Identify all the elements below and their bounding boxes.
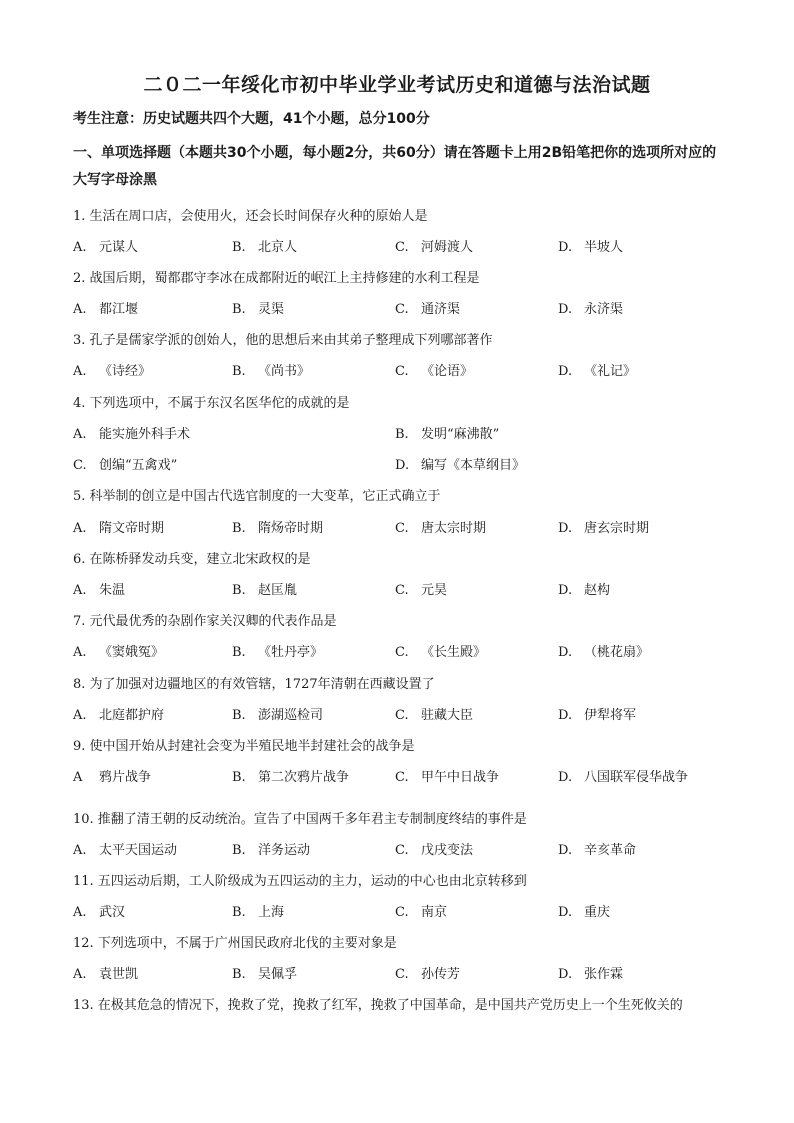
option-d: D. 半坡人 — [558, 240, 624, 255]
option-c: C. 戊戌变法 — [395, 843, 474, 858]
option-d: D. 永济渠 — [558, 302, 624, 317]
option-c: C. 《长生殿》 — [395, 645, 487, 660]
option-a: A. 都江堰 — [73, 302, 139, 317]
option-d: D. 唐玄宗时期 — [558, 521, 650, 536]
options-11 — [73, 901, 733, 921]
question-10: 10. 推翻了清王朝的反动统治。宣告了中国两千多年君主专制制度终结的事件是 — [73, 812, 527, 827]
option-a: A. 太平天国运动 — [73, 843, 178, 858]
options-12 — [73, 963, 733, 983]
option-b: B. 上海 — [232, 905, 285, 920]
option-c: C. 驻藏大臣 — [395, 708, 474, 723]
options-1 — [73, 236, 733, 256]
question-1: 1. 生活在周口店，会使用火，还会长时间保存火种的原始人是 — [73, 209, 428, 224]
option-d: D. 辛亥革命 — [558, 843, 637, 858]
options-6 — [73, 579, 733, 599]
option-d: D. 重庆 — [558, 905, 611, 920]
exam-note: 考生注意：历史试题共四个大题，41个小题，总分100分 — [73, 111, 430, 127]
option-d: D. 张作霖 — [558, 967, 624, 982]
option-b: B. 赵匡胤 — [232, 583, 298, 598]
options-5 — [73, 517, 733, 537]
question-7: 7. 元代最优秀的杂剧作家关汉卿的代表作品是 — [73, 614, 337, 629]
option-a: A 鸦片战争 — [73, 770, 152, 785]
option-d: D. 八国联军侵华战争 — [558, 770, 689, 785]
question-8: 8. 为了加强对边疆地区的有效管辖，1727年清朝在西藏设置了 — [73, 677, 435, 692]
question-9: 9. 使中国开始从封建社会变为半殖民地半封建社会的战争是 — [73, 739, 415, 754]
option-a: A. 《诗经》 — [73, 364, 152, 379]
option-b: B. 洋务运动 — [232, 843, 311, 858]
option-c: C. 唐太宗时期 — [395, 521, 487, 536]
option-b: B. 发明“麻沸散” — [395, 427, 500, 442]
question-11: 11. 五四运动后期，工人阶级成为五四运动的主力，运动的中心也由北京转移到 — [73, 874, 527, 889]
option-b: B. 《牡丹亭》 — [232, 645, 324, 660]
option-b: B. 《尚书》 — [232, 364, 311, 379]
option-a: A. 隋文帝时期 — [73, 521, 165, 536]
option-a: A. 朱温 — [73, 583, 126, 598]
options-3 — [73, 360, 733, 380]
question-3: 3. 孔子是儒家学派的创始人，他的思想后来由其弟子整理成下列哪部著作 — [73, 333, 493, 348]
option-c: C. 河姆渡人 — [395, 240, 474, 255]
section-heading: 一、单项选择题（本题共30个小题，每小题2分，共60分）请在答题卡上用2B铅笔把你的选项所对应的大写字母涂黑 — [73, 145, 717, 188]
question-2: 2. 战国后期，蜀都郡守李冰在成都附近的岷江上主持修建的水利工程是 — [73, 271, 480, 286]
option-b: B. 澎湖巡检司 — [232, 708, 324, 723]
option-c: C. 创编“五禽戏” — [73, 458, 178, 473]
option-c: C. 《论语》 — [395, 364, 474, 379]
question-12: 12. 下列选项中，不属于广州国民政府北伐的主要对象是 — [73, 936, 397, 951]
option-c: C. 甲午中日战争 — [395, 770, 500, 785]
question-4: 4. 下列选项中，不属于东汉名医华佗的成就的是 — [73, 396, 350, 411]
options-8 — [73, 704, 733, 724]
option-b: B. 北京人 — [232, 240, 298, 255]
option-d: D. 《礼记》 — [558, 364, 637, 379]
option-a: A. 袁世凯 — [73, 967, 139, 982]
option-c: C. 南京 — [395, 905, 448, 920]
options-7 — [73, 641, 733, 661]
options-9 — [73, 766, 733, 786]
option-a: A. 武汉 — [73, 905, 126, 920]
option-c: C. 元昊 — [395, 583, 448, 598]
option-a: A. 元谋人 — [73, 240, 139, 255]
options-4-row2 — [73, 454, 733, 474]
option-b: B. 第二次鸦片战争 — [232, 770, 350, 785]
options-2 — [73, 298, 733, 318]
option-b: B. 灵渠 — [232, 302, 285, 317]
option-d: D. 编写《本草纲目》 — [395, 458, 526, 473]
option-c: C. 通济渠 — [395, 302, 461, 317]
option-b: B. 隋炀帝时期 — [232, 521, 324, 536]
option-a: A. 能实施外科手术 — [73, 427, 191, 442]
option-a: A. 《窦娥冤》 — [73, 645, 165, 660]
question-6: 6. 在陈桥驿发动兵变，建立北宋政权的是 — [73, 552, 311, 567]
option-d: D. 伊犁将军 — [558, 708, 637, 723]
options-4-row1 — [73, 423, 733, 443]
option-a: A. 北庭都护府 — [73, 708, 165, 723]
option-b: B. 吴佩孚 — [232, 967, 298, 982]
page-title: 二０二一年绥化市初中毕业学业考试历史和道德与法治试题 — [143, 74, 651, 96]
option-d: D. 赵构 — [558, 583, 611, 598]
option-c: C. 孙传芳 — [395, 967, 461, 982]
options-10 — [73, 839, 733, 859]
question-13: 13. 在极其危急的情况下，挽救了党，挽救了红军，挽救了中国革命，是中国共产党历史上一个生死攸关的 — [73, 998, 683, 1013]
option-d: D. （桃花扇》 — [558, 645, 650, 660]
question-5: 5. 科举制的创立是中国古代选官制度的一大变革，它正式确立于 — [73, 489, 441, 504]
